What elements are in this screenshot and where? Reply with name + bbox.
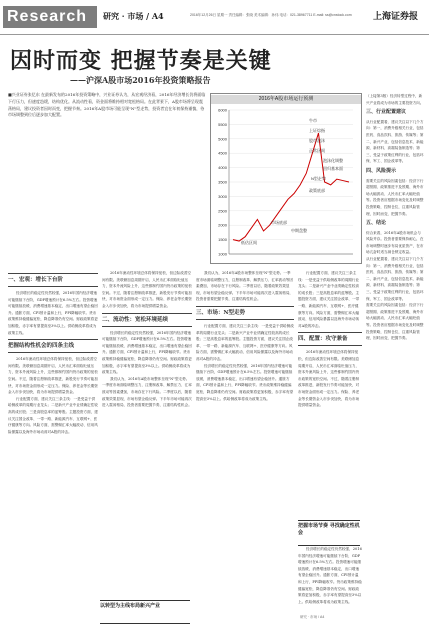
column-1-box: 把握结构性机会的四条主线 bbox=[8, 339, 98, 353]
y-tick-label: 4500 bbox=[218, 150, 227, 156]
right-text-4: 从行业配置看，建议关注以下几个方向：第一，消费升级相关行业，包括医药、食品饮料、旅游、传媒等；第二，新兴产业，包括信息技术、新能源、新材料、高端装备制造等；第三，受益于政策红利的行业，包括环保、军工、国企改革等。 bbox=[366, 257, 424, 301]
chart-annotation: 市场底部 bbox=[271, 220, 287, 225]
column-2-text-2: 经济增长的稳定性仍然较强，2016年国内经济增速可能继续下台阶，GDP增速预计在6.5%左右。投资增速可能继续放缓，消费增速基本稳定，出口增速有望企稳回升。通胀方面，CPI预计温和上行，PPI降幅收窄。货币政策维持稳健偏宽松，降息降准仍有空间。财政政策将更加积极，赤字率有望提高至3%以上。供给侧改革将成为政策主线。 bbox=[102, 330, 192, 375]
section-label: Research bbox=[3, 6, 97, 28]
page-footer: 研究 · 市场 / A4 bbox=[300, 615, 325, 619]
column-1-text-3: 行业配置方面，建议关注三条主线：一是受益于供给侧改革的周期行业龙头；二是新兴产业中业绩确定性较高的成长股；三是高股息率的蓝筹股。主题投资方面，建议关注国企改革、一带一路、新能源汽车、互联网+、医疗健康等方向。风险方面，需警惕汇率大幅波动、信用风险暴露以及海外市场动荡对A股的冲击。 bbox=[8, 396, 98, 434]
column-2-heading: 二、流动性：宽松环境延续 bbox=[102, 313, 192, 327]
y-tick-label: 4000 bbox=[218, 165, 227, 171]
chart-annotation: 股市泡沫 bbox=[309, 138, 325, 143]
y-tick-label: 5000 bbox=[218, 136, 227, 142]
column-4 bbox=[298, 270, 362, 515]
page-header bbox=[0, 0, 429, 35]
right-section-1: 三、行业配置建议 bbox=[366, 109, 407, 116]
right-section-3: 五、结论 bbox=[366, 220, 387, 227]
column-2-box: 以转型为主线布局新兴产业 bbox=[100, 600, 190, 624]
section-title: 研究 · 市场 / A4 bbox=[103, 11, 164, 21]
right-column bbox=[366, 93, 424, 623]
column-3-box: 把握市场节奏 寻找确定性机会 bbox=[298, 520, 360, 546]
right-text-5: 需要关注的风险因素包括：经济下行超预期、政策推进不及预期、海外市场大幅波动、人民币汇率大幅贬值等。投资者应根据市场变化及时调整投资策略，控制仓位，注重风险管理，因时而变，把握节奏。 bbox=[366, 303, 424, 341]
column-2 bbox=[102, 270, 192, 595]
chart-annotation: 正常区间 bbox=[309, 148, 325, 153]
chart-annotation: N型走势 bbox=[311, 176, 326, 181]
column-3 bbox=[196, 270, 294, 620]
y-tick-label: 3500 bbox=[218, 179, 227, 185]
column-3-text: 我们认为，2016年A股市场整体呈现"N"型走势。一季度市场面临调整压力，注册制改革、解禁压力、汇率波动等因素叠加，市场存在下行风险。二季度以后，随着政策效果显现，市场有望企稳反弹。下半年市场可能再次进入震荡格局，投资者需要把握节奏，注重结构性机会。 bbox=[196, 271, 294, 302]
right-intro: （上接第3版）经济转型过程中，新兴产业将成为市场的主要投资方向。 bbox=[366, 94, 424, 105]
paper-name: 上海证券报 bbox=[373, 12, 419, 22]
headline: 因时而变 把握节奏是关键 bbox=[10, 48, 272, 74]
column-4-lower-text: 经济增长的稳定性仍然较强，2016年国内经济增速可能继续下台阶，GDP增速预计在6.5%左右。投资增速可能继续放缓，消费增速基本稳定，出口增速有望企稳回升。通胀方面，CPI预计温和上行，PPI降幅收窄。货币政策维持稳健偏宽松，降息降准仍有空间。财政政策将更加积极，赤字率有望提高至3%以上。供给侧改革将成为政策主线。 bbox=[298, 547, 362, 604]
y-tick-label: 1500 bbox=[218, 237, 227, 243]
right-section-2: 四、风险提示 bbox=[366, 167, 397, 174]
column-1-text-2: 2016年流动性环境总体将保持宽松，但边际改善空间有限。美联储加息周期开启，人民币汇率面临贬值压力，资本外流风险上升，这些都制约国内货币政策的宽松空间。不过，随着注册制改革推进，新股发行节奏可能加快，对市场资金面形成一定压力。保险、养老金等长期资金入市步伐加快，将为市场提供增量资金。 bbox=[8, 357, 98, 395]
chart-annotation: 回归基本面 bbox=[323, 166, 343, 171]
right-text-3: 综合来看，2016年A股市场机会与风险并存。投资者需要保持耐心，在市场调整时逐步布局优质资产，在市场亢奋时适当减仓锁定收益。 bbox=[366, 230, 424, 255]
column-4-text: 行业配置方面，建议关注三条主线：一是受益于供给侧改革的周期行业龙头；二是新兴产业中业绩确定性较高的成长股；三是高股息率的蓝筹股。主题投资方面，建议关注国企改革、一带一路、新能源汽车、互联网+、医疗健康等方向。风险方面，需警惕汇率大幅波动、信用风险暴露以及海外市场动荡对A股的冲击。 bbox=[298, 271, 360, 328]
y-tick-label: 2500 bbox=[218, 208, 227, 214]
column-3-text-2: 行业配置方面，建议关注三条主线：一是受益于供给侧改革的周期行业龙头；二是新兴产业中业绩确定性较高的成长股；三是高股息率的蓝筹股。主题投资方面，建议关注国企改革、一带一路、新能源汽车、互联网+、医疗健康等方向。风险方面，需警惕汇率大幅波动、信用风险暴露以及海外市场动荡对A股的冲击。 bbox=[196, 323, 294, 361]
chart-title: 2016年A股市场运行预测 bbox=[211, 95, 361, 104]
y-tick-label: 6000 bbox=[218, 107, 227, 113]
chart-annotation: 上证综指 bbox=[309, 128, 325, 133]
column-4-heading: 四、配置：攻守兼备 bbox=[298, 332, 362, 346]
column-2-text-3: 我们认为，2016年A股市场整体呈现"N"型走势。一季度市场面临调整压力，注册制改革、解禁压力、汇率波动等因素叠加，市场存在下行风险。二季度以后，随着政策效果显现，市场有望企稳反弹。下半年市场可能再次进入震荡格局，投资者需要把握节奏，注重结构性机会。 bbox=[102, 376, 192, 408]
right-text-2: 需要关注的风险因素包括：经济下行超预期、政策推进不及预期、海外市场大幅波动、人民币汇率大幅贬值等。投资者应根据市场变化及时调整投资策略，控制仓位，注重风险管理，因时而变，把握节奏。 bbox=[366, 178, 424, 216]
column-2-text: 2016年流动性环境总体将保持宽松，但边际改善空间有限。美联储加息周期开启，人民币汇率面临贬值压力，资本外流风险上升，这些都制约国内货币政策的宽松空间。不过，随着注册制改革推进，新股发行节奏可能加快，对市场资金面形成一定压力。保险、养老金等长期资金入市步伐加快，将为市场提供增量资金。 bbox=[102, 271, 192, 308]
chart-annotation: 中期盘整 bbox=[291, 228, 307, 233]
chart-annotation: 政策底部 bbox=[309, 188, 325, 193]
y-tick-label: 1000 bbox=[218, 251, 227, 257]
market-forecast-chart bbox=[210, 93, 362, 264]
chart-annotation: 牛市 bbox=[309, 118, 317, 123]
chart-svg bbox=[211, 104, 361, 262]
y-tick-label: 3000 bbox=[218, 193, 227, 199]
column-4-lower bbox=[298, 546, 362, 614]
chart-annotation: 泡沫化调整 bbox=[323, 158, 343, 163]
header-meta: 2016年12月26日 星期一 责任编辑：张晓 美术编辑：孙伟 电话：021-38967711 E-mail: ss@cnstock.com bbox=[190, 13, 352, 17]
y-tick-label: 5500 bbox=[218, 121, 227, 127]
right-text-1: 从行业配置看，建议关注以下几个方向：第一，消费升级相关行业，包括医药、食品饮料、旅游、传媒等；第二，新兴产业，包括信息技术、新能源、新材料、高端装备制造等；第三，受益于政策红利的行业，包括环保、军工、国企改革等。 bbox=[366, 119, 424, 164]
y-tick-label: 2000 bbox=[218, 222, 227, 228]
series-line bbox=[233, 133, 349, 241]
column-4-text-2: 2016年流动性环境总体将保持宽松，但边际改善空间有限。美联储加息周期开启，人民币汇率面临贬值压力，资本外流风险上升，这些都制约国内货币政策的宽松空间。不过，随着注册制改革推进，新股发行节奏可能加快，对市场资金面形成一定压力。保险、养老金等长期资金入市步伐加快，将为市场提供增量资金。 bbox=[298, 350, 360, 408]
chart-annotation: 低估区间 bbox=[241, 240, 257, 245]
column-3-text-3: 经济增长的稳定性仍然较强，2016年国内经济增速可能继续下台阶，GDP增速预计在6.5%左右。投资增速可能继续放缓，消费增速基本稳定，出口增速有望企稳回升。通胀方面，CPI预计温和上行，PPI降幅收窄。货币政策维持稳健偏宽松，降息降准仍有空间。财政政策将更加积极，赤字率有望提高至3%以上。供给侧改革将成为政策主线。 bbox=[196, 363, 294, 401]
column-1-heading: 一、宏观：增长下台阶 bbox=[8, 273, 98, 287]
column-3-heading: 三、市场：N型走势 bbox=[196, 306, 294, 320]
lead-paragraph: ■兴业证券张忆东 在最新发布的2016年投资策略中，兴业证券认为，从宏观经济看，2016年经济增长仍将面临下行压力，但速度趋缓，结构优化。从流动性看，资金面将维持相对宽松格局。在此背景下，A股市场将呈现震荡格局，建议投资者因时而变，把握节奏。2016年A股市场可能呈现"N"型走势，投资者宜在年初保持谨慎，待市场调整到位后逐步加大配置。 bbox=[8, 92, 206, 118]
column-1-text: 经济增长的稳定性仍然较强，2016年国内经济增速可能继续下台阶，GDP增速预计在6.5%左右。投资增速可能继续放缓，消费增速基本稳定，出口增速有望企稳回升。通胀方面，CPI预计温和上行，PPI降幅收窄。货币政策维持稳健偏宽松，降息降准仍有空间。财政政策将更加积极，赤字率有望提高至3%以上。供给侧改革将成为政策主线。 bbox=[8, 291, 98, 335]
subheadline: ——沪深A股市场2016年投资策略报告 bbox=[70, 75, 211, 85]
column-1 bbox=[8, 270, 98, 610]
